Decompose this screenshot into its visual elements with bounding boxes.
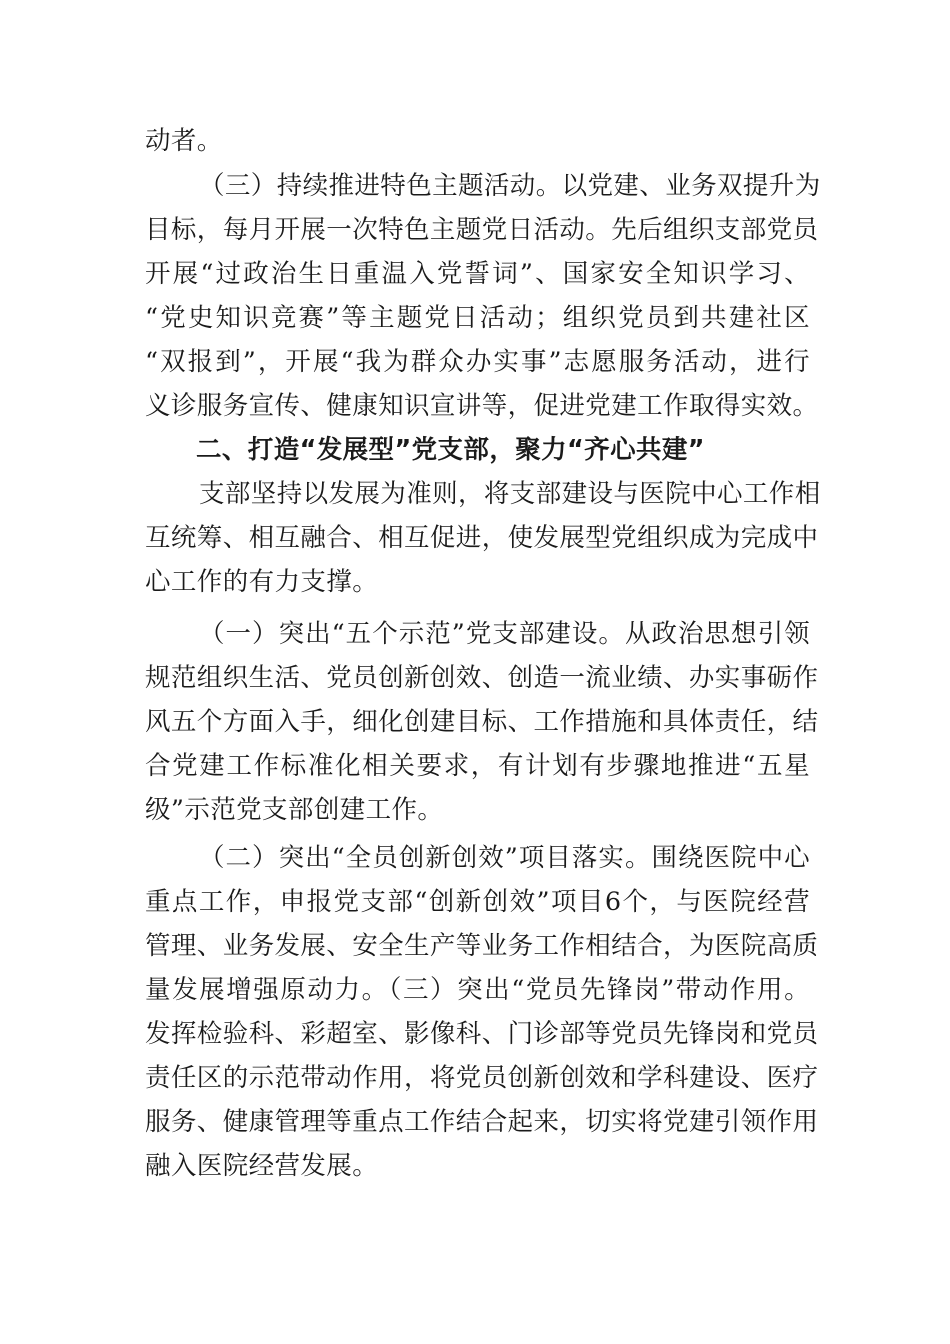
text-line: 责任区的示范带动作用，将党员创新创效和学科建设、医疗 [145, 1063, 819, 1093]
text-line: 目标，每月开展一次特色主题党日活动。先后组织支部党员 [145, 215, 819, 245]
text-line: 动者。 [145, 126, 223, 156]
text-line: 级”示范党支部创建工作。 [145, 795, 444, 825]
text-line: 服务、健康管理等重点工作结合起来，切实将党建引领作用 [145, 1107, 819, 1137]
text-line: “党史知识竞赛”等主题党日活动；组织党员到共建社区 [145, 303, 810, 333]
text-line: 开展“过政治生日重温入党誓词”、国家安全知识学习、 [145, 259, 810, 289]
text-line: 心工作的有力支撑。 [145, 567, 379, 597]
text-line: （二）突出“全员创新创效”项目落实。围绕医院中心 [199, 843, 810, 873]
text-line: 义诊服务宣传、健康知识宣讲等，促进党建工作取得实效。 [145, 391, 819, 421]
text-line: 管理、业务发展、安全生产等业务工作相结合，为医院高质 [145, 931, 819, 961]
section-heading: 二、打造“发展型”党支部，聚力“齐心共建” [196, 435, 705, 465]
text-line: 规范组织生活、党员创新创效、创造一流业绩、办实事砺作 [145, 663, 819, 693]
text-line: 融入医院经营发展。 [145, 1151, 379, 1181]
text-line: 互统筹、相互融合、相互促进，使发展型党组织成为完成中 [145, 523, 819, 553]
text-line: （三）持续推进特色主题活动。以党建、业务双提升为 [199, 171, 821, 201]
text-line: （一）突出“五个示范”党支部建设。从政治思想引领 [199, 619, 810, 649]
text-line: 合党建工作标准化相关要求，有计划有步骤地推进“五星 [145, 751, 810, 781]
text-line: 发挥检验科、彩超室、影像科、门诊部等党员先锋岗和党员 [145, 1019, 819, 1049]
text-line: “双报到”，开展“我为群众办实事”志愿服务活动，进行 [145, 347, 810, 377]
text-line: 重点工作，申报党支部“创新创效”项目6个，与医院经营 [145, 887, 810, 917]
text-line: 量发展增强原动力。（三）突出“党员先锋岗”带动作用。 [145, 975, 810, 1005]
text-line: 支部坚持以发展为准则，将支部建设与医院中心工作相 [199, 479, 821, 509]
text-line: 风五个方面入手，细化创建目标、工作措施和具体责任，结 [145, 707, 819, 737]
